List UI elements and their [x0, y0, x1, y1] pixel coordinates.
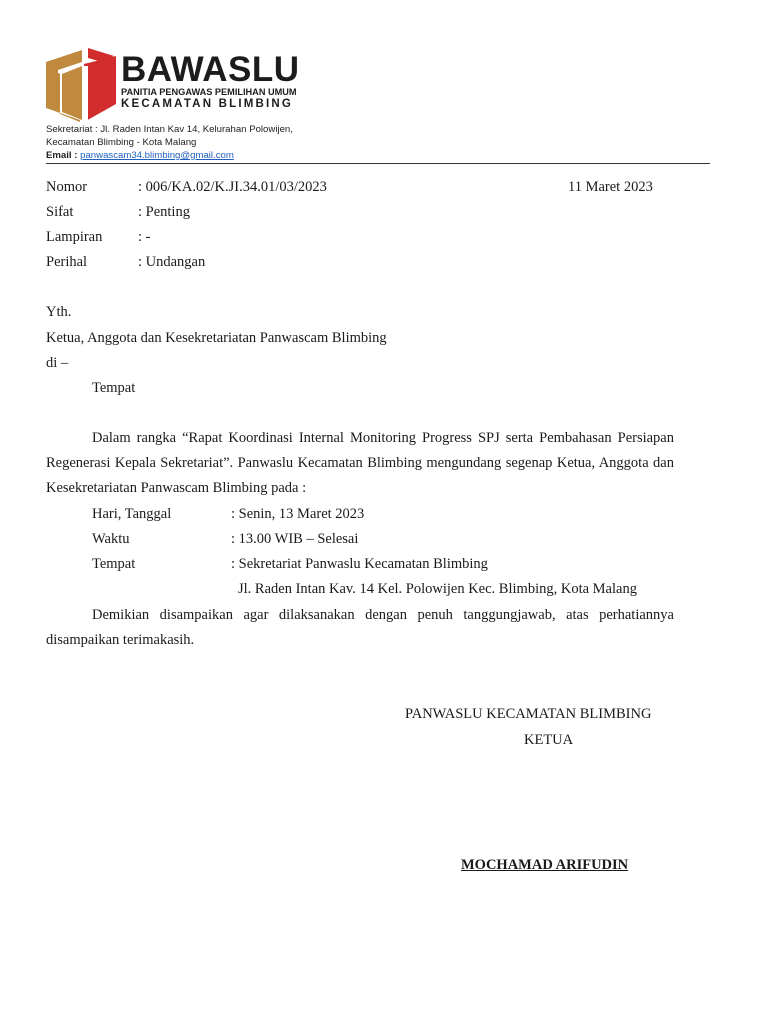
sifat-value: : Penting [138, 204, 190, 220]
email-line [46, 151, 234, 161]
brand-district: KECAMATAN BLIMBING [121, 98, 294, 110]
venue-value: : Sekretariat Panwaslu Kecamatan Blimbing [231, 556, 488, 572]
sifat-label: Sifat [46, 204, 74, 220]
time-label: Waktu [92, 531, 130, 547]
day-label: Hari, Tanggal [92, 506, 172, 522]
address-city: Kecamatan Blimbing - Kota Malang [46, 137, 197, 148]
header-divider [46, 163, 710, 164]
bawaslu-emblem-icon [44, 48, 118, 124]
closing-paragraph [46, 603, 674, 653]
body-paragraph-text: Dalam rangka “Rapat Koordinasi Internal Monitoring Progress SPJ serta Pembahasan Persiapan Regenerasi Kepala Sekretariat”. Panwaslu Kecamatan Blimbing mengundang segenap Ketua, Anggota dan Kesekretariatan Panwascam Blimbing pada : [46, 430, 674, 496]
address-line: Sekretariat : Jl. Raden Intan Kav 14, Kelurahan Polowijen, [46, 124, 293, 135]
di-line: di – [46, 355, 69, 371]
brand-subtitle: PANITIA PENGAWAS PEMILIHAN UMUM [121, 87, 297, 97]
email-label: Email : [46, 150, 78, 161]
perihal-label: Perihal [46, 254, 88, 270]
nomor-value: : 006/KA.02/K.JI.34.01/03/2023 [138, 179, 327, 195]
email-link[interactable]: panwascam34.blimbing@gmail.com [80, 150, 234, 161]
letter-date: 11 Maret 2023 [568, 179, 653, 195]
signatory-name: MOCHAMAD ARIFUDIN [461, 857, 629, 873]
signoff-role: KETUA [524, 732, 574, 748]
signoff-organization: PANWASLU KECAMATAN BLIMBING [405, 706, 652, 722]
lampiran-value: : - [138, 229, 151, 245]
venue-address: Jl. Raden Intan Kav. 14 Kel. Polowijen Kec. Blimbing, Kota Malang [238, 581, 637, 597]
nomor-label: Nomor [46, 179, 88, 195]
salutation: Yth. [46, 304, 72, 320]
perihal-value: : Undangan [138, 254, 206, 270]
time-value: : 13.00 WIB – Selesai [231, 531, 359, 547]
recipient-place: Tempat [92, 380, 136, 396]
body-paragraph [46, 426, 674, 501]
venue-label: Tempat [92, 556, 136, 572]
closing-paragraph-text: Demikian disampaikan agar dilaksanakan dengan penuh tanggungjawab, atas perhatiannya disampaikan terimakasih. [46, 607, 674, 648]
brand-name: BAWASLU [121, 50, 300, 89]
day-value: : Senin, 13 Maret 2023 [231, 506, 365, 522]
lampiran-label: Lampiran [46, 229, 103, 245]
addressee: Ketua, Anggota dan Kesekretariatan Panwascam Blimbing [46, 330, 387, 346]
